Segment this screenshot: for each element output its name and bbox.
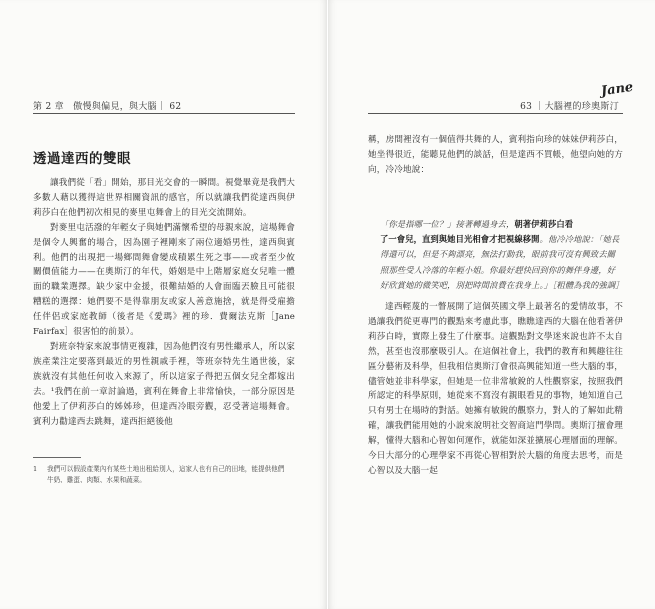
right-page [328,0,655,609]
footnote-number: 1 [33,465,38,473]
left-header-rule [33,113,295,114]
quote-rest: 。他冷冷地說：「她長得還可以，但是不夠漂亮，無法打動我，眼前我可沒有興致去關照那些受人冷落的年輕小姐。你最好趕快回到你的舞伴身邊，好好欣賞她的微笑吧，別把時間浪費在我身上。」［粗體為我的強調］ [380,234,624,290]
right-paragraph-2: 達西輕蔑的一瞥展開了這個英國文學上最著名的愛情故事，不過讓我們從更專門的觀點來考慮此事，瞧瞧達西的大腦在他看著伊莉莎白時，實際上發生了什麼事。這觀點對文學迷來說也許不太自然，甚至也沒那麼吸引人。在這個社會上，我們的教育和興趣往往區分藝術及科學，但我相信奧斯汀會很高興能知道一些大腦的事，儘管她並非科學家，但她是一位非常敏銳的人性觀察家，按照我們所認定的科學原則，她從來不寫沒有親眼看見的事物，她知道自己只有男士在場時的對話。她擁有敏銳的觀察力，對人的了解如此精確，讓我們能用她的小說來說明社交智商這門學問。奧斯汀擅會理解，懂得大腦和心智如何運作，就能如深並擴展心理層面的理解。今日大部分的心理學家不再從心智相對於大腦的角度去思考，而是心智以及大腦一起 [368,302,623,476]
left-paragraph-3: 對班奈特家來說事情更複雜，因為他們沒有男性繼承人，所以家族產業注定要落到最近的男性親戚手裡，等班奈特先生過世後，家族就沒有其他任何收入來源了，所以這家子得把五個女兒全都嫁出去。¹我們在前一章討論過，賓利在舞會上非常愉快，一部分原因是他愛上了伊莉莎白的姊姊珍，但達西冷眼旁觀，忍受著這場舞會。賓利力勸達西去跳舞，達西拒絕後他 [33,341,295,427]
jane-logo-icon: Jane [599,79,634,100]
right-paragraph-1: 稱，房間裡沒有一個值得共舞的人，賓利指向珍的妹妹伊莉莎白，她坐得很近，能聽見他們的談話，但是達西不買帳，他望向她的方向，冷冷地說： [368,135,623,175]
quote-open: 「你是指哪一位？」接著轉過身去， [380,219,515,229]
left-paragraph-2: 對麥里屯活潑的年輕女子與她們滿懷希望的母親來說，這場舞會是個令人興奮的場合，因為園子裡剛來了兩位適婚男性，達西與賓利。他們的出現把一場鄉間舞會變成積累生死之事——或者至少攸關價值能力——在奧斯汀的年代，婚姻是中上階層家庭女兒唯一體面的職業選擇。缺少家中金援，很難結婚的人會面臨丟臉且可能很糟糕的選擇：她們要不是得靠朋友或家人善意施捨，就是得受雇擔任伴侶或家庭教師（後者是《愛瑪》裡的珍．費爾法克斯［Jane Fairfax］很害怕的前景）。 [33,222,295,338]
right-body-text-bottom [368,300,623,479]
right-header-rule [368,113,623,114]
left-body-text [33,176,295,429]
footnote-line-1: 我們可以假設產業內有某些土地出租給別人，這家人也有自己的田地，能提供他們 [47,465,285,473]
right-running-head: 63 ｜大腦裡的珍奧斯汀 [520,102,619,112]
block-quote [380,217,624,293]
right-body-text-top [368,133,623,178]
left-paragraph-1: 讓我們從「看」開始，那目光交會的一瞬間。視覺畢竟是我們大多數人藉以獲得這世界相關資訊的感官，所以就讓我們從達西與伊莉莎白在他們初次相見的麥里屯舞會上的目光交流開始。 [33,178,295,218]
footnote-rule [33,457,81,458]
quote-bold-1: 朝著伊莉莎白看 [514,219,574,229]
left-page [0,0,327,609]
footnote [33,464,295,485]
left-running-head: 第 2 章 傲慢與偏見，與大腦｜ 62 [33,102,182,112]
section-title: 透過達西的雙眼 [33,151,131,167]
quote-bold-2: 了一會兒，直到與她目光相會才把視線移開 [380,234,540,245]
footnote-line-2: 牛奶、雞蛋、肉類、水果和蔬菜。 [47,475,146,484]
